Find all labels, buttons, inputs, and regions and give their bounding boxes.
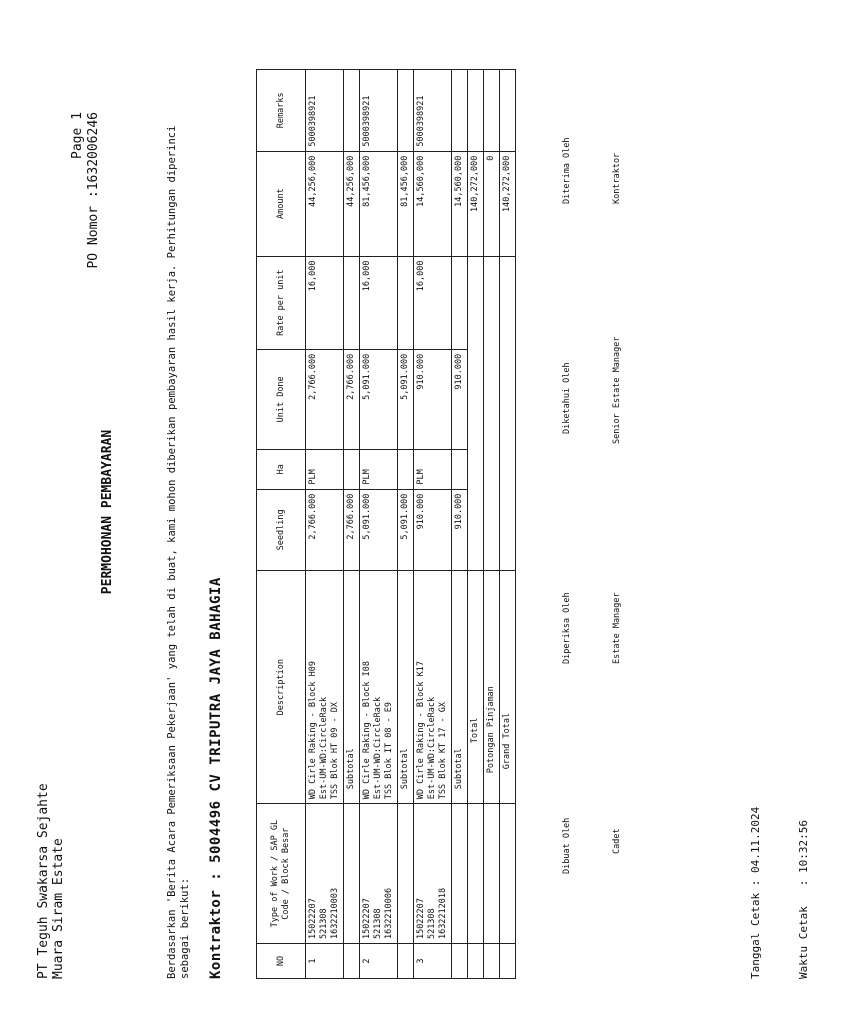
gl-code: 15022207 [416, 898, 426, 940]
table-row [360, 70, 398, 979]
row-no: 2 [360, 944, 398, 979]
header-unit-done: Unit Done [257, 349, 306, 449]
header-ha: Ha [257, 449, 306, 489]
row-codes [306, 804, 344, 944]
subtotal-seedling: 5,091.000 [398, 489, 414, 571]
row-ha: PLM [306, 449, 344, 489]
row-remarks: 5000398921 [306, 70, 344, 152]
intro-paragraph: Berdasarkan 'Berita Acara Pemeriksaan Pekerjaan' yang telah di buat, kami mohon diberikan pembayaran hasil kerja. Perhitungan diperinci sebagai berikut: [166, 125, 191, 979]
table-row [306, 70, 344, 979]
subtotal-amount: 44,256,000 [344, 151, 360, 256]
block-code: 1632212018 [438, 887, 448, 940]
row-rate: 16,000 [306, 256, 344, 349]
description-line: WD Cirle Raking - Block I08 [362, 661, 372, 800]
header-type: Type of Work / SAP GL Code / Block Besar [257, 804, 306, 944]
total-amount: 140,272,000 [468, 151, 484, 256]
loan-deduction-label: Potongan Pinjaman [484, 571, 500, 804]
subtotal-row [398, 70, 414, 979]
description-line: Est-UM-WD:CircleRack [427, 696, 437, 800]
estate-name: Muara Siram Estate [51, 838, 66, 979]
subtotal-seedling: 910.000 [452, 489, 468, 571]
company-name: PT Teguh Swakarsa Sejahte [36, 783, 51, 979]
header-description: Description [257, 571, 306, 804]
row-amount: 44,256,000 [306, 151, 344, 256]
role-cadet: Cadet [612, 828, 622, 854]
signature-checked-by: Diperiksa Oleh [562, 592, 572, 664]
document-title: PERMOHONAN PEMBAYARAN [100, 429, 115, 595]
row-rate: 16,000 [360, 256, 398, 349]
signature-received-by: Diterima Oleh [562, 137, 572, 204]
header-no: NO [257, 944, 306, 979]
sap-code: 521308 [319, 908, 329, 940]
row-unit-done: 5,091.000 [360, 349, 398, 449]
grand-total-label: Grand Total [500, 571, 516, 804]
grand-total-row [500, 70, 516, 979]
sap-code: 521308 [373, 908, 383, 940]
subtotal-unit-done: 2,766.000 [344, 349, 360, 449]
role-estate-manager: Estate Manager [612, 592, 622, 664]
company-header [36, 783, 66, 979]
block-code: 1632210006 [384, 887, 394, 940]
header-amount: Amount [257, 151, 306, 256]
po-number: PO Nomor :1632006246 [86, 112, 101, 269]
grand-total-amount: 140,272,000 [500, 151, 516, 256]
table-header-row [257, 70, 306, 979]
sap-code: 521308 [427, 908, 437, 940]
row-seedling: 2,766.000 [306, 489, 344, 571]
print-time: Waktu Cetak : 10:32:56 [797, 820, 810, 979]
row-no: 1 [306, 944, 344, 979]
row-codes [360, 804, 398, 944]
description-line: TSS Blok KT 17 - GX [438, 701, 448, 800]
row-description [360, 571, 398, 804]
row-amount: 81,456,000 [360, 151, 398, 256]
print-info [716, 807, 844, 979]
payment-table [256, 69, 516, 979]
row-remarks: 5000398921 [360, 70, 398, 152]
subtotal-seedling: 2,766.000 [344, 489, 360, 571]
description-line: Est-UM-WD:CircleRack [319, 696, 329, 800]
row-seedling: 910.000 [414, 489, 452, 571]
loan-deduction-row [484, 70, 500, 979]
row-rate: 16,000 [414, 256, 452, 349]
row-remarks: 5000398921 [414, 70, 452, 152]
contractor-line: Kontraktor : 5004496 CV TRIPUTRA JAYA BAHAGIA [208, 577, 224, 979]
print-date: Tanggal Cetak : 04.11.2024 [749, 806, 762, 979]
subtotal-unit-done: 5,091.000 [398, 349, 414, 449]
row-seedling: 5,091.000 [360, 489, 398, 571]
gl-code: 15022207 [308, 898, 318, 940]
total-row [468, 70, 484, 979]
block-code: 1632210003 [330, 887, 340, 940]
role-senior-estate-manager: Senior Estate Manager [612, 336, 622, 444]
row-description [414, 571, 452, 804]
row-codes [414, 804, 452, 944]
subtotal-label: Subtotal [398, 571, 414, 804]
row-amount: 14,560,000 [414, 151, 452, 256]
subtotal-label: Subtotal [344, 571, 360, 804]
signature-created-by: Dibuat Oleh [562, 817, 572, 874]
row-unit-done: 2,766.000 [306, 349, 344, 449]
role-contractor: Kontraktor [612, 152, 622, 204]
row-description [306, 571, 344, 804]
gl-code: 15022207 [362, 898, 372, 940]
description-line: WD Cirle Raking - Block K17 [416, 661, 426, 800]
subtotal-amount: 81,456,000 [398, 151, 414, 256]
row-ha: PLM [360, 449, 398, 489]
subtotal-row [452, 70, 468, 979]
header-rate: Rate per unit [257, 256, 306, 349]
header-remarks: Remarks [257, 70, 306, 152]
page-info [70, 112, 102, 269]
row-ha: PLM [414, 449, 452, 489]
signature-acknowledged-by: Diketahui Oleh [562, 362, 572, 434]
description-line: WD Cirle Raking - Block H09 [308, 661, 318, 800]
row-unit-done: 910.000 [414, 349, 452, 449]
row-no: 3 [414, 944, 452, 979]
page-number: Page 1 [70, 112, 85, 159]
total-label: Total [468, 571, 484, 804]
subtotal-label: Subtotal [452, 571, 468, 804]
subtotal-unit-done: 910.000 [452, 349, 468, 449]
header-seedling: Seedling [257, 489, 306, 571]
description-line: TSS Blok IT 08 - E9 [384, 701, 394, 800]
description-line: Est-UM-WD:CircleRack [373, 696, 383, 800]
loan-deduction-amount: 0 [484, 151, 500, 256]
subtotal-row [344, 70, 360, 979]
description-line: TSS Blok HT 09 - DX [330, 701, 340, 800]
subtotal-amount: 14,560,000 [452, 151, 468, 256]
table-row [414, 70, 452, 979]
